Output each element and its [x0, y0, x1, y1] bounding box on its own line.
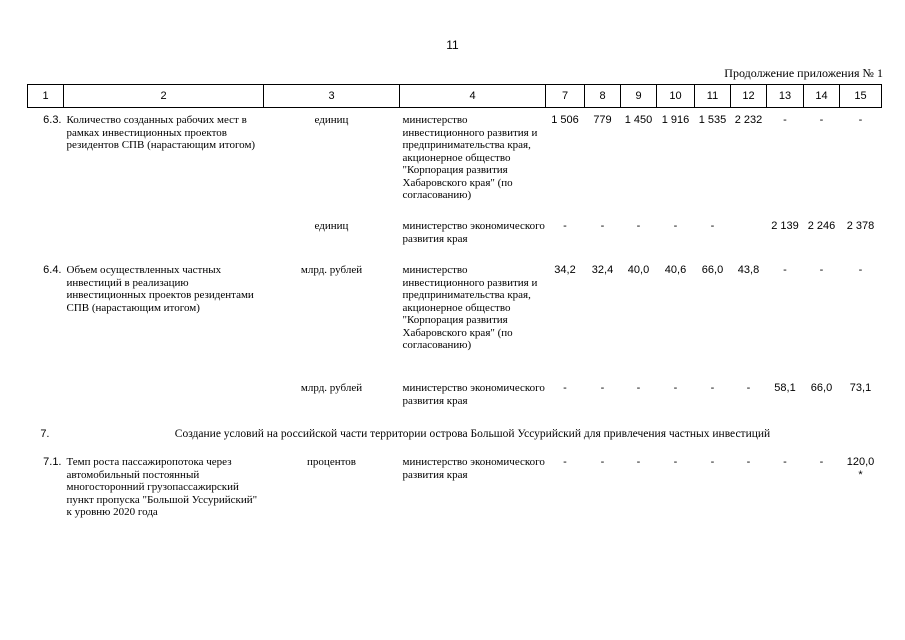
- unit-cell: млрд. рублей: [300, 382, 363, 394]
- value-cell: -: [563, 382, 567, 394]
- value-cell: -: [746, 456, 751, 468]
- section-row: [28, 424, 882, 456]
- indicator-name: Объем осуществленных частных инвестиций в реализацию инвестиционных проектов резидентами СПВ (нарастающим итогом): [66, 264, 254, 314]
- value-cell: 66,0: [701, 264, 724, 276]
- value-cell: -: [600, 220, 605, 232]
- value-cell: 1 506: [551, 114, 579, 126]
- value-cell: -: [783, 114, 787, 126]
- header-cell: 2: [64, 85, 264, 108]
- row-number: [28, 382, 64, 424]
- value-cell: 120,0 *: [846, 456, 875, 481]
- value-cell: 1 450: [624, 114, 653, 126]
- value-cell: -: [819, 114, 824, 126]
- unit-cell: млрд. рублей: [300, 264, 363, 276]
- section-title: Создание условий на российской части территории острова Большой Уссурийский для привлечения частных инвестиций: [174, 428, 771, 440]
- unit-cell: процентов: [307, 456, 356, 468]
- indicator-name: [64, 220, 264, 264]
- row-number: [28, 220, 64, 264]
- value-cell: 66,0: [810, 382, 833, 394]
- table-row: [28, 264, 882, 382]
- header-cell: 7: [546, 85, 585, 108]
- header-row: [28, 85, 882, 108]
- header-cell: 8: [585, 85, 621, 108]
- value-cell: 32,4: [591, 264, 614, 276]
- indicator-name: Темп роста пассажиропотока через автомобильный постоянный многосторонний грузопассажирский пункт пропуска "Большой Уссурийский" к уровню 2020 года: [66, 456, 258, 518]
- value-cell: -: [563, 456, 567, 468]
- responsible-cell: министерство экономического развития края: [402, 382, 545, 407]
- header-cell: 13: [767, 85, 804, 108]
- header-cell: 1: [28, 85, 64, 108]
- value-cell: -: [673, 220, 678, 232]
- header-cell: 10: [657, 85, 695, 108]
- header-cell: 3: [264, 85, 400, 108]
- indicator-name: [64, 382, 264, 424]
- value-cell: -: [673, 456, 678, 468]
- indicator-name: Количество созданных рабочих мест в рамках инвестиционных проектов резидентов СПВ (нарастающим итогом): [66, 114, 256, 151]
- value-cell: 1 916: [661, 114, 690, 126]
- header-cell: 15: [840, 85, 882, 108]
- value-cell: 58,1: [774, 382, 796, 394]
- header-cell: 9: [621, 85, 657, 108]
- indicator-table: [27, 84, 882, 540]
- value-cell: -: [819, 264, 824, 276]
- continuation-label: Продолжение приложения № 1: [724, 66, 883, 80]
- value-cell: 2 246: [807, 220, 836, 232]
- value-cell: 34,2: [554, 264, 576, 276]
- value-cell: 73,1: [849, 382, 872, 394]
- responsible-cell: министерство инвестиционного развития и предпринимательства края, акционерное общество "Корпорация развития Хабаровского края" (по согласованию): [402, 114, 538, 201]
- value-cell: -: [710, 456, 715, 468]
- header-cell: 12: [731, 85, 767, 108]
- value-cell: 1 535: [698, 114, 727, 126]
- value-cell: -: [600, 382, 605, 394]
- value-cell: 43,8: [737, 264, 760, 276]
- value-cell: -: [673, 382, 678, 394]
- table-row: [28, 382, 882, 424]
- value-cell: -: [858, 264, 863, 276]
- value-cell: -: [819, 456, 824, 468]
- table-row: [28, 220, 882, 264]
- value-cell: 40,0: [627, 264, 650, 276]
- value-cell: 40,6: [664, 264, 687, 276]
- table-row: [28, 108, 882, 221]
- value-cell: -: [710, 220, 715, 232]
- row-number: 6.3.: [43, 114, 62, 126]
- header-cell: 14: [804, 85, 840, 108]
- value-cell: -: [783, 456, 787, 468]
- section-number: 7.: [40, 428, 50, 440]
- value-cell: -: [600, 456, 605, 468]
- unit-cell: единиц: [314, 114, 349, 126]
- value-cell: -: [563, 220, 567, 232]
- page-number: 11: [446, 38, 459, 52]
- header-cell: 4: [400, 85, 546, 108]
- value-cell: 2 378: [846, 220, 875, 232]
- value-cell: -: [636, 220, 641, 232]
- responsible-cell: министерство инвестиционного развития и предпринимательства края, акционерное общество "Корпорация развития Хабаровского края" (по согласованию): [402, 264, 538, 351]
- unit-cell: единиц: [314, 220, 349, 232]
- value-cell: 2 139: [771, 220, 799, 232]
- header-cell: 11: [695, 85, 731, 108]
- table-row: [28, 456, 882, 540]
- responsible-cell: министерство экономического развития края: [402, 456, 545, 481]
- value-cell: -: [746, 382, 751, 394]
- row-number: 7.1.: [43, 456, 62, 468]
- value-cell: -: [636, 456, 641, 468]
- row-number: 6.4.: [43, 264, 62, 276]
- value-cell: -: [858, 114, 863, 126]
- value-cell: 2 232: [734, 114, 763, 126]
- value-cell: -: [636, 382, 641, 394]
- value-cell: [731, 220, 767, 264]
- value-cell: -: [783, 264, 787, 276]
- responsible-cell: министерство экономического развития края: [402, 220, 545, 245]
- value-cell: -: [710, 382, 715, 394]
- value-cell: 779: [593, 114, 612, 126]
